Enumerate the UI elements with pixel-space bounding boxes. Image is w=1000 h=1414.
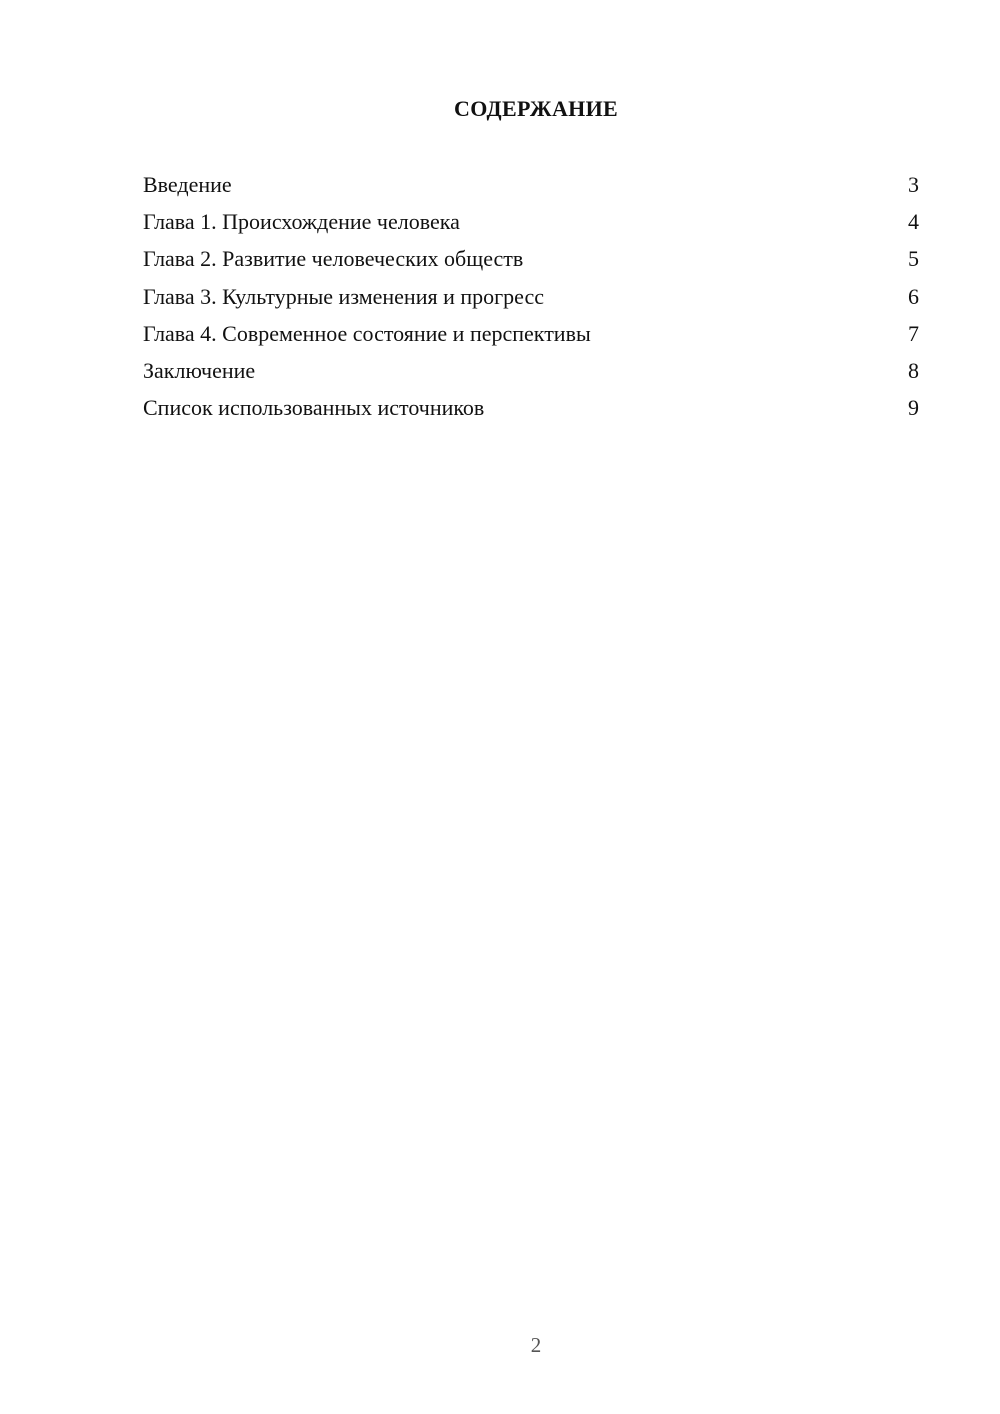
toc-entry xyxy=(143,282,919,319)
toc-entry xyxy=(143,207,919,244)
toc-entry-label: Глава 4. Современное состояние и перспективы xyxy=(143,320,591,346)
page-title: СОДЕРЖАНИЕ xyxy=(454,96,618,121)
toc-entry-page: 5 xyxy=(908,246,919,272)
toc-entry xyxy=(143,170,919,207)
toc-entry-page: 9 xyxy=(908,395,919,421)
page-number: 2 xyxy=(530,1333,542,1357)
toc-entry xyxy=(143,393,919,430)
toc-entry-page: 7 xyxy=(908,320,919,346)
table-of-contents xyxy=(143,170,919,430)
toc-entry-label: Глава 3. Культурные изменения и прогресс xyxy=(143,283,544,309)
toc-entry-page: 8 xyxy=(908,357,919,383)
toc-entry-page: 3 xyxy=(908,172,919,197)
toc-entry xyxy=(143,356,919,393)
toc-entry-page: 6 xyxy=(908,283,919,309)
toc-entry xyxy=(143,319,919,356)
toc-entry xyxy=(143,244,919,281)
toc-entry-label: Глава 1. Происхождение человека xyxy=(143,209,460,235)
toc-entry-label: Заключение xyxy=(143,357,256,383)
toc-entry-label: Введение xyxy=(143,172,232,197)
toc-entry-page: 4 xyxy=(908,209,919,235)
toc-entry-label: Глава 2. Развитие человеческих обществ xyxy=(143,246,524,272)
toc-entry-label: Список использованных источников xyxy=(143,395,485,421)
